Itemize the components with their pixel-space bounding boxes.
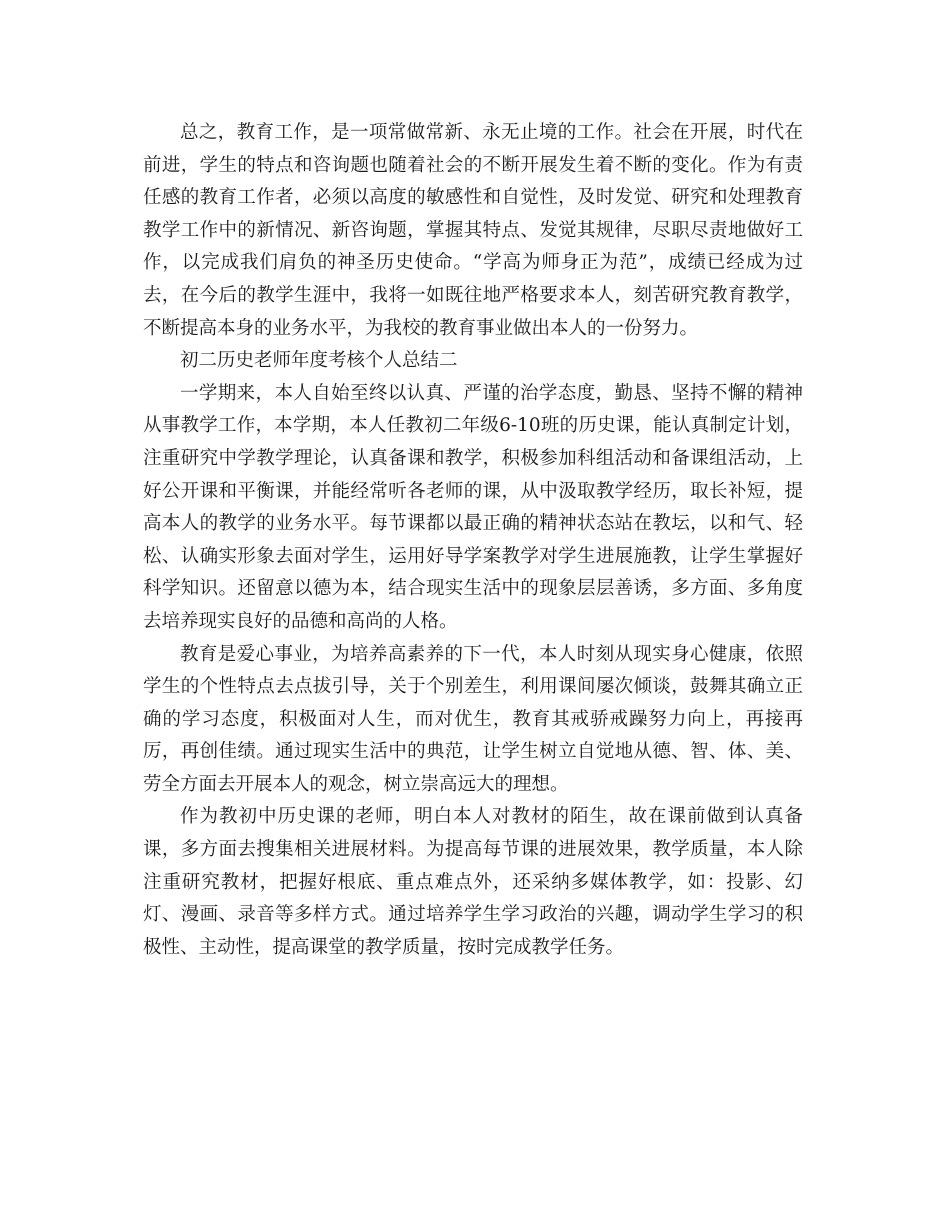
section-heading: 初二历史老师年度考核个人总结二 [180, 350, 458, 372]
paragraph-conclusion: 总之，教育工作，是一项常做常新、永无止境的工作。社会在开展，时代在前进，学生的特点和咨询题也随着社会的不断开展发生着不断的变化。作为有责任感的教育工作者，必须以高度的敏感性和自觉性，及时发觉、研究和处理教育教学工作中的新情况、新咨询题，掌握其特点、发觉其规律，尽职尽责地做好工作，以完成我们肩负的神圣历史使命。“学高为师身正为范”，成绩已经成为过去，在今后的教学生涯中，我将一如既往地严格要求本人，刻苦研究教育教学，不断提高本身的业务水平，为我校的教育事业做出本人的一份努力。 [143, 122, 803, 339]
paragraph-caring-education: 教育是爱心事业，为培养高素养的下一代，本人时刻从现实身心健康，依照学生的个性特点去点拔引导，关于个别差生，利用课间屡次倾谈，鼓舞其确立正确的学习态度，积极面对人生，而对优生，教育其戒骄戒躁努力向上，再接再厉，再创佳绩。通过现实生活中的典范，让学生树立自觉地从德、智、体、美、劳全方面去开展本人的观念，树立崇高远大的理想。 [143, 643, 803, 795]
paragraph-lesson-preparation: 作为教初中历史课的老师，明白本人对教材的陌生，故在课前做到认真备课，多方面去搜集相关进展材料。为提高每节课的进展效果，教学质量，本人除注重研究教材，把握好根底、重点难点外，还采纳多媒体教学，如：投影、幻灯、漫画、录音等多样方式。通过培养学生学习政治的兴趣，调动学生学习的积极性、主动性，提高课堂的教学质量，按时完成教学任务。 [143, 806, 803, 958]
document-body [143, 117, 803, 964]
paragraph-teaching-attitude: 一学期来，本人自始至终以认真、严谨的治学态度，勤恳、坚持不懈的精神从事教学工作，本学期，本人任教初二年级6-10班的历史课，能认真制定计划，注重研究中学教学理论，认真备课和教学，积极参加科组活动和备课组活动，上好公开课和平衡课，并能经常听各老师的课，从中汲取教学经历，取长补短，提高本人的教学的业务水平。每节课都以最正确的精神状态站在教坛，以和气、轻松、认确实形象去面对学生，运用好导学案教学对学生进展施教，让学生掌握好科学知识。还留意以德为本，结合现实生活中的现象层层善诱，多方面、多角度去培养现实良好的品德和高尚的人格。 [143, 382, 803, 632]
